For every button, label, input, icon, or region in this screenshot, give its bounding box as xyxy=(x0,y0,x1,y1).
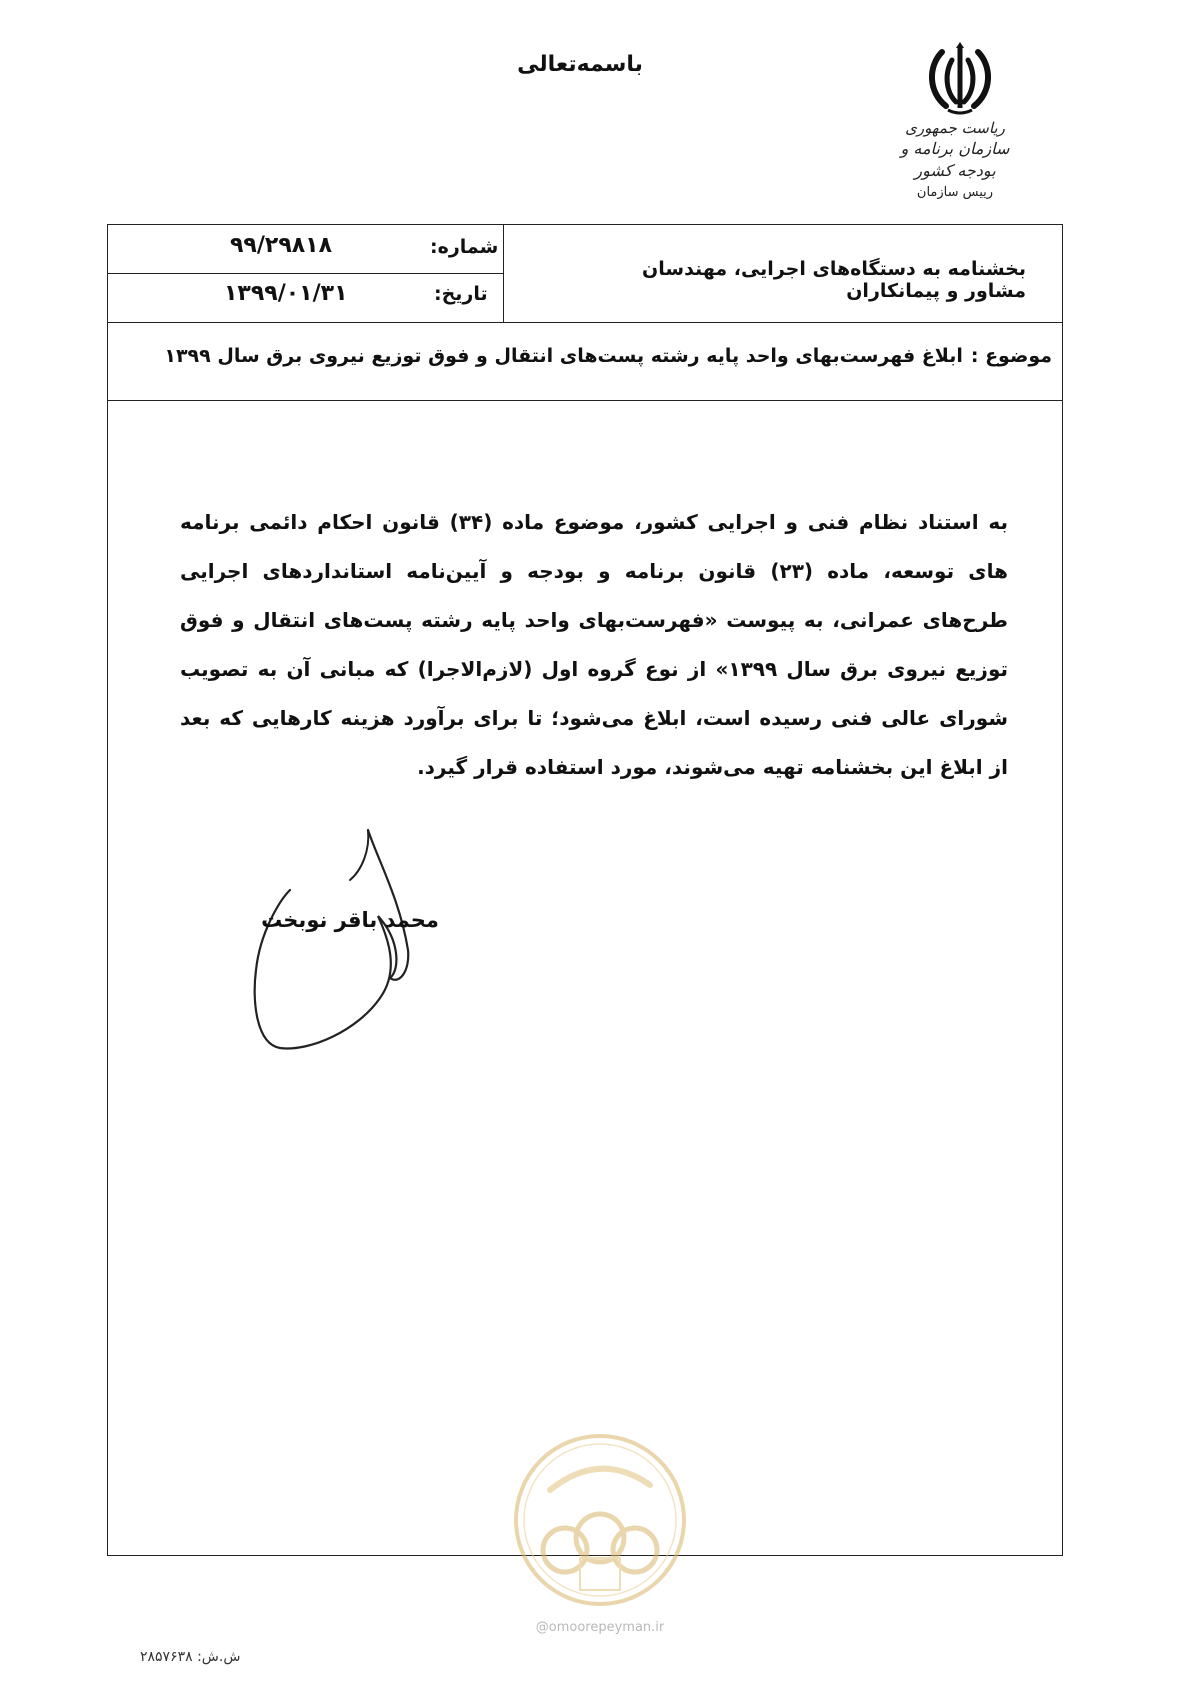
letter-number: ۹۹/۲۹۸۱۸ xyxy=(230,233,333,258)
watermark-site: @omoorepeyman.ir xyxy=(535,1620,665,1635)
org-head-title: رییس سازمان xyxy=(916,185,994,200)
footer-serial: ش.ش: ۲۸۵۷۶۳۸ xyxy=(140,1649,241,1665)
table-divider xyxy=(108,400,1062,401)
basmala-heading: باسمه‌تعالی xyxy=(517,52,643,77)
subject-text: ابلاغ فهرست‌بهای واحد پایه رشته پست‌های انتقال و فوق توزیع نیروی برق سال ۱۳۹۹ xyxy=(164,345,963,367)
subject-label: موضوع : xyxy=(970,345,1052,367)
subject-line xyxy=(122,345,1052,367)
table-divider xyxy=(108,322,1062,323)
number-label: شماره: xyxy=(430,236,499,258)
body-paragraph: به استناد نظام فنی و اجرایی کشور، موضوع ماده (۳۴) قانون احکام دائمی برنامه های توسعه، ماده (۲۳) قانون برنامه و بودجه و آیین‌نامه استانداردهای اجرایی طرح‌های عمرانی، به پیوست «فهرست‌بهای واحد پایه رشته پست‌های انتقال و فوق توزیع نیروی برق سال ۱۳۹۹» از نوع گروه اول (لازم‌الاجرا) که مبانی آن به تصویب شورای عالی فنی رسیده است، ابلاغ می‌شود؛ تا برای برآورد هزینه کارهایی که بعد از ابلاغ این بخشنامه تهیه می‌شوند، مورد استفاده قرار گیرد. xyxy=(180,510,1008,779)
handwritten-signature xyxy=(250,820,460,1060)
org-presidency: ریاست جمهوری xyxy=(905,119,1005,137)
signer-name: محمد باقر نوبخت xyxy=(261,908,439,932)
date-label: تاریخ: xyxy=(434,283,488,305)
letter-date: ۱۳۹۹/۰۱/۳۱ xyxy=(224,281,348,306)
watermark-logo xyxy=(510,1430,690,1610)
addressee: بخشنامه به دستگاه‌های اجرایی، مهندسان مشاور و پیمانکاران xyxy=(642,258,1026,302)
organization-block xyxy=(880,118,1030,204)
iran-emblem-icon xyxy=(920,40,1000,120)
org-name: سازمان برنامه و بودجه کشور xyxy=(900,139,1010,180)
table-divider xyxy=(108,273,504,274)
